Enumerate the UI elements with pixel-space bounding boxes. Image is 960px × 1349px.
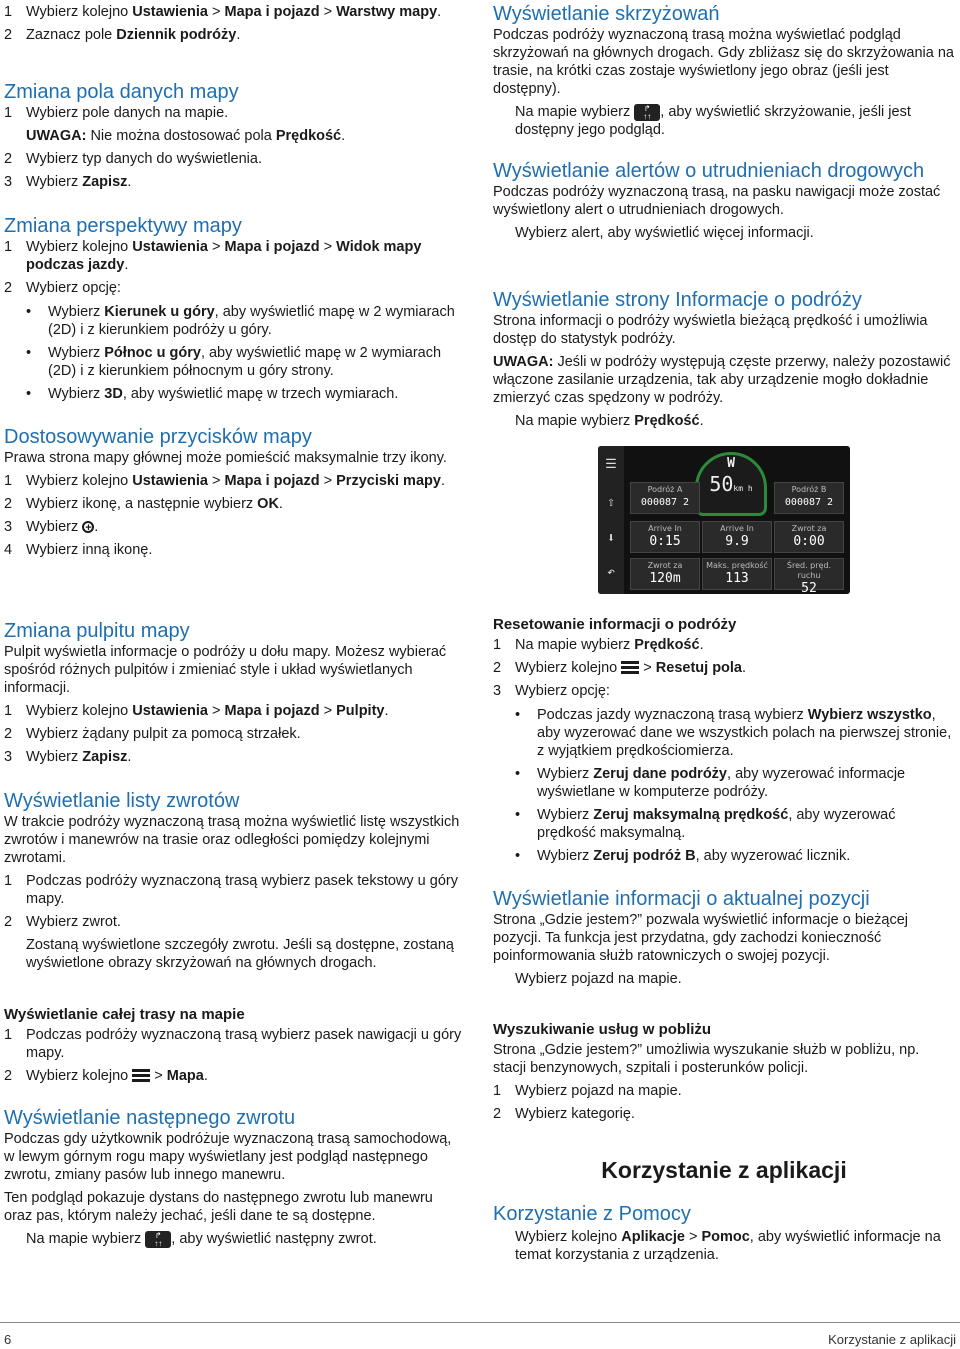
- step: 1 Na mapie wybierz Prędkość.: [493, 637, 704, 653]
- tile-label: Podróż B: [791, 485, 827, 494]
- tile-value: 0:00: [793, 534, 825, 549]
- section-title: Wyświetlanie skrzyżowań: [493, 3, 720, 25]
- add-icon: [82, 521, 94, 533]
- step: 3 Wybierz Zapisz.: [4, 749, 132, 765]
- side-toolbar: [598, 446, 624, 594]
- step: 3 Wybierz opcję:: [493, 683, 610, 699]
- menu-icon: [621, 661, 639, 674]
- tile-value: 120m: [649, 571, 681, 586]
- step: 2 Wybierz zwrot.: [4, 914, 121, 930]
- bullet: • Wybierz Zeruj podróż B, aby wyzerować licznik.: [515, 848, 851, 864]
- bullet: • Wybierz Kierunek u góry, aby wyświetlić mapę w 2 wymiarach (2D) i z kierunkiem podróży u góry.: [26, 304, 455, 338]
- paragraph: Prawa strona mapy głównej może pomieścić maksymalnie trzy ikony.: [4, 450, 447, 466]
- section-title: Dostosowywanie przycisków mapy: [4, 426, 312, 448]
- junction-view-icon: ↱ ↑↑: [634, 104, 660, 121]
- paragraph: Na mapie wybierz Prędkość.: [515, 413, 704, 429]
- tile-value: 000087 2: [784, 497, 834, 508]
- step: 2 Wybierz żądany pulpit za pomocą strzałek.: [4, 726, 301, 742]
- arrive-distance-tile[interactable]: [702, 521, 772, 553]
- step: 1 Podczas podróży wyznaczoną trasą wybierz pasek nawigacji u góry mapy.: [4, 1027, 462, 1061]
- tile-value: 0:15: [649, 534, 681, 549]
- tile-label: Śred. pręd. ruchu: [786, 561, 832, 580]
- paragraph: Na mapie wybierz ↱ ↑↑ , aby wyświetlić skrzyżowanie, jeśli jest dostępny jego podgląd.: [515, 104, 911, 138]
- tile-label: Arrive In: [720, 524, 754, 533]
- max-speed-tile[interactable]: [702, 558, 772, 590]
- menu-icon: ☰: [605, 457, 617, 472]
- paragraph: Podczas gdy użytkownik podróżuje wyznaczoną trasą samochodową, w lewym górnym rogu mapy wyświetlany jest podgląd następnego zwrotu, zmiany pasów lub innego manewru.: [4, 1131, 452, 1183]
- step: 2 Wybierz typ danych do wyświetlenia.: [4, 151, 263, 167]
- paragraph: Strona informacji o podróży wyświetla bieżącą prędkość i umożliwia dostęp do statystyk podróży.: [493, 313, 928, 347]
- paragraph: W trakcie podróży wyznaczoną trasą można wyświetlić listę wszystkich zwrotów i manewrów na trasie oraz odległości pomiędzy kolejnymi zwrotami.: [4, 814, 460, 866]
- tile-label: Maks. prędkość: [706, 561, 768, 570]
- next-turn-icon: ↱ ↑↑: [145, 1231, 171, 1248]
- paragraph: Zostaną wyświetlone szczegóły zwrotu. Jeśli są dostępne, zostaną wyświetlone obrazy skrzyżowań na głównych drogach.: [26, 937, 454, 971]
- step: 2 Wybierz opcję:: [4, 280, 121, 296]
- paragraph: Na mapie wybierz ↱ ↑↑ , aby wyświetlić następny zwrot.: [26, 1231, 377, 1248]
- step: 1 Wybierz kolejno Ustawienia > Mapa i pojazd > Pulpity.: [4, 703, 389, 719]
- compass-heading: W: [727, 456, 735, 471]
- section-title: Zmiana perspektywy mapy: [4, 215, 242, 237]
- note: UWAGA: Jeśli w podróży występują częste przerwy, należy pozostawić włączone zasilanie urządzenia, tak aby urządzenie mogło dokładnie zmierzyć czas spędzony w podróży.: [493, 354, 951, 406]
- paragraph: Wybierz kolejno Aplikacje > Pomoc, aby wyświetlić informacje na temat korzystania z urządzenia.: [515, 1229, 941, 1263]
- paragraph: Podczas podróży wyznaczoną trasą można wyświetlać podgląd skrzyżowań na głównych drogach. Gdy zbliżasz się do skrzyżowania na trasie, na krótki czas zostaje wyświetlony jego obraz (jeśli jest dostępny).: [493, 27, 954, 97]
- tile-label: Podróż A: [647, 485, 683, 494]
- paragraph: Ten podgląd pokazuje dystans do następnego zwrotu lub manewru oraz pas, którym należy jechać, jeśli dane te są dostępne.: [4, 1190, 433, 1224]
- menu-icon: [132, 1069, 150, 1082]
- turn-time-tile[interactable]: [774, 521, 844, 553]
- paragraph: Strona „Gdzie jestem?” pozwala wyświetlić informacje o bieżącej pozycji. Ta funkcja jest przydatna, gdy zachodzi konieczność poinformowania służb ratowniczych o swojej pozycji.: [493, 912, 909, 964]
- trip-b-tile[interactable]: [774, 482, 844, 514]
- tile-label: Zwrot za: [791, 524, 827, 533]
- subsection-title: Wyszukiwanie usług w pobliżu: [493, 1021, 712, 1038]
- turn-distance-tile[interactable]: [630, 558, 700, 590]
- step: 2 Wybierz kolejno > Resetuj pola.: [493, 660, 747, 676]
- tile-value: 000087 2: [640, 497, 690, 508]
- step: 2 Wybierz kolejno > Mapa.: [4, 1068, 208, 1084]
- page-number: 6: [4, 1332, 12, 1347]
- step: 1 Wybierz kolejno Ustawienia > Mapa i pojazd > Widok mapy podczas jazdy.: [4, 239, 422, 273]
- paragraph: Wybierz pojazd na mapie.: [515, 971, 682, 987]
- section-title: Wyświetlanie informacji o aktualnej pozycji: [493, 888, 870, 910]
- tile-label: Zwrot za: [647, 561, 683, 570]
- step: 2 Wybierz ikonę, a następnie wybierz OK.: [4, 496, 283, 512]
- speed-gauge: [695, 452, 767, 516]
- paragraph: Pulpit wyświetla informacje o podróży u dołu mapy. Możesz wybierać spośród różnych pulpitów i zmieniać style i układ wyświetlanych informacji.: [4, 644, 447, 696]
- tile-value: 113: [725, 571, 749, 586]
- step: 2 Wybierz kategorię.: [493, 1106, 635, 1122]
- subsection-title: Resetowanie informacji o podróży: [493, 616, 737, 633]
- step: 4 Wybierz inną ikonę.: [4, 542, 153, 558]
- avg-speed-tile[interactable]: [774, 558, 844, 594]
- section-title: Wyświetlanie następnego zwrotu: [4, 1107, 296, 1129]
- step: 3 Wybierz +.: [4, 518, 464, 536]
- tile-label: Arrive In: [648, 524, 682, 533]
- section-title: Wyświetlanie strony Informacje o podróży: [493, 289, 862, 311]
- bullet: • Wybierz Zeruj dane podróży, aby wyzerować informacje wyświetlane w komputerze podróży.: [515, 766, 906, 800]
- tile-value: 9.9: [725, 534, 749, 549]
- trip-a-tile[interactable]: [630, 482, 700, 514]
- footer-section: Korzystanie z aplikacji: [828, 1332, 956, 1347]
- step: 1 Wybierz kolejno Ustawienia > Mapa i pojazd > Przyciski mapy.: [4, 473, 445, 489]
- step: 1 Wybierz pojazd na mapie.: [493, 1083, 682, 1099]
- section-title: Korzystanie z Pomocy: [493, 1203, 691, 1225]
- arrive-in-tile[interactable]: [630, 521, 700, 553]
- arrow-down-icon: ⬇: [607, 531, 615, 546]
- bullet: • Wybierz 3D, aby wyświetlić mapę w trzech wymiarach.: [26, 386, 399, 402]
- chapter-title: Korzystanie z aplikacji: [601, 1157, 847, 1183]
- footer-divider: [0, 1322, 960, 1323]
- back-icon: ↶: [607, 565, 615, 580]
- paragraph: Podczas podróży wyznaczoną trasą, na pasku nawigacji może zostać wyświetlony alert o utrudnieniach drogowych.: [493, 184, 941, 218]
- step: 1 Wybierz kolejno Ustawienia > Mapa i pojazd > Warstwy mapy.: [4, 4, 442, 20]
- paragraph: Strona „Gdzie jestem?” umożliwia wyszukanie służb w pobliżu, np. stacji benzynowych, szpitali i posterunków policji.: [493, 1042, 920, 1076]
- section-title: Wyświetlanie alertów o utrudnieniach drogowych: [493, 160, 925, 182]
- subsection-title: Wyświetlanie całej trasy na mapie: [4, 1006, 245, 1023]
- section-title: Zmiana pulpitu mapy: [4, 620, 190, 642]
- arrow-up-icon: ⇧: [607, 495, 615, 510]
- step: 1 Wybierz pole danych na mapie.: [4, 105, 229, 121]
- section-title: Zmiana pola danych mapy: [4, 81, 239, 103]
- bullet: • Wybierz Północ u góry, aby wyświetlić mapę w 2 wymiarach (2D) i z kierunkiem północnym u góry strony.: [26, 345, 442, 379]
- trip-information-screenshot: [598, 446, 850, 594]
- section-title: Wyświetlanie listy zwrotów: [4, 790, 240, 812]
- step: 2 Zaznacz pole Dziennik podróży.: [4, 27, 241, 43]
- step: 1 Podczas podróży wyznaczoną trasą wybierz pasek tekstowy u góry mapy.: [4, 873, 458, 907]
- current-speed: 50: [709, 472, 734, 496]
- note: UWAGA: Nie można dostosować pola Prędkość.: [26, 128, 346, 144]
- speed-unit: km h: [733, 484, 753, 493]
- tile-value: 52: [801, 581, 817, 594]
- bullet: • Wybierz Zeruj maksymalną prędkość, aby wyzerować prędkość maksymalną.: [515, 807, 896, 841]
- step: 3 Wybierz Zapisz.: [4, 174, 132, 190]
- bullet: • Podczas jazdy wyznaczoną trasą wybierz Wybierz wszystko, aby wyzerować dane we wszystkich polach na pierwszej stronie, z wyjątkiem prędkościomierza.: [515, 707, 952, 759]
- paragraph: Wybierz alert, aby wyświetlić więcej informacji.: [515, 225, 814, 241]
